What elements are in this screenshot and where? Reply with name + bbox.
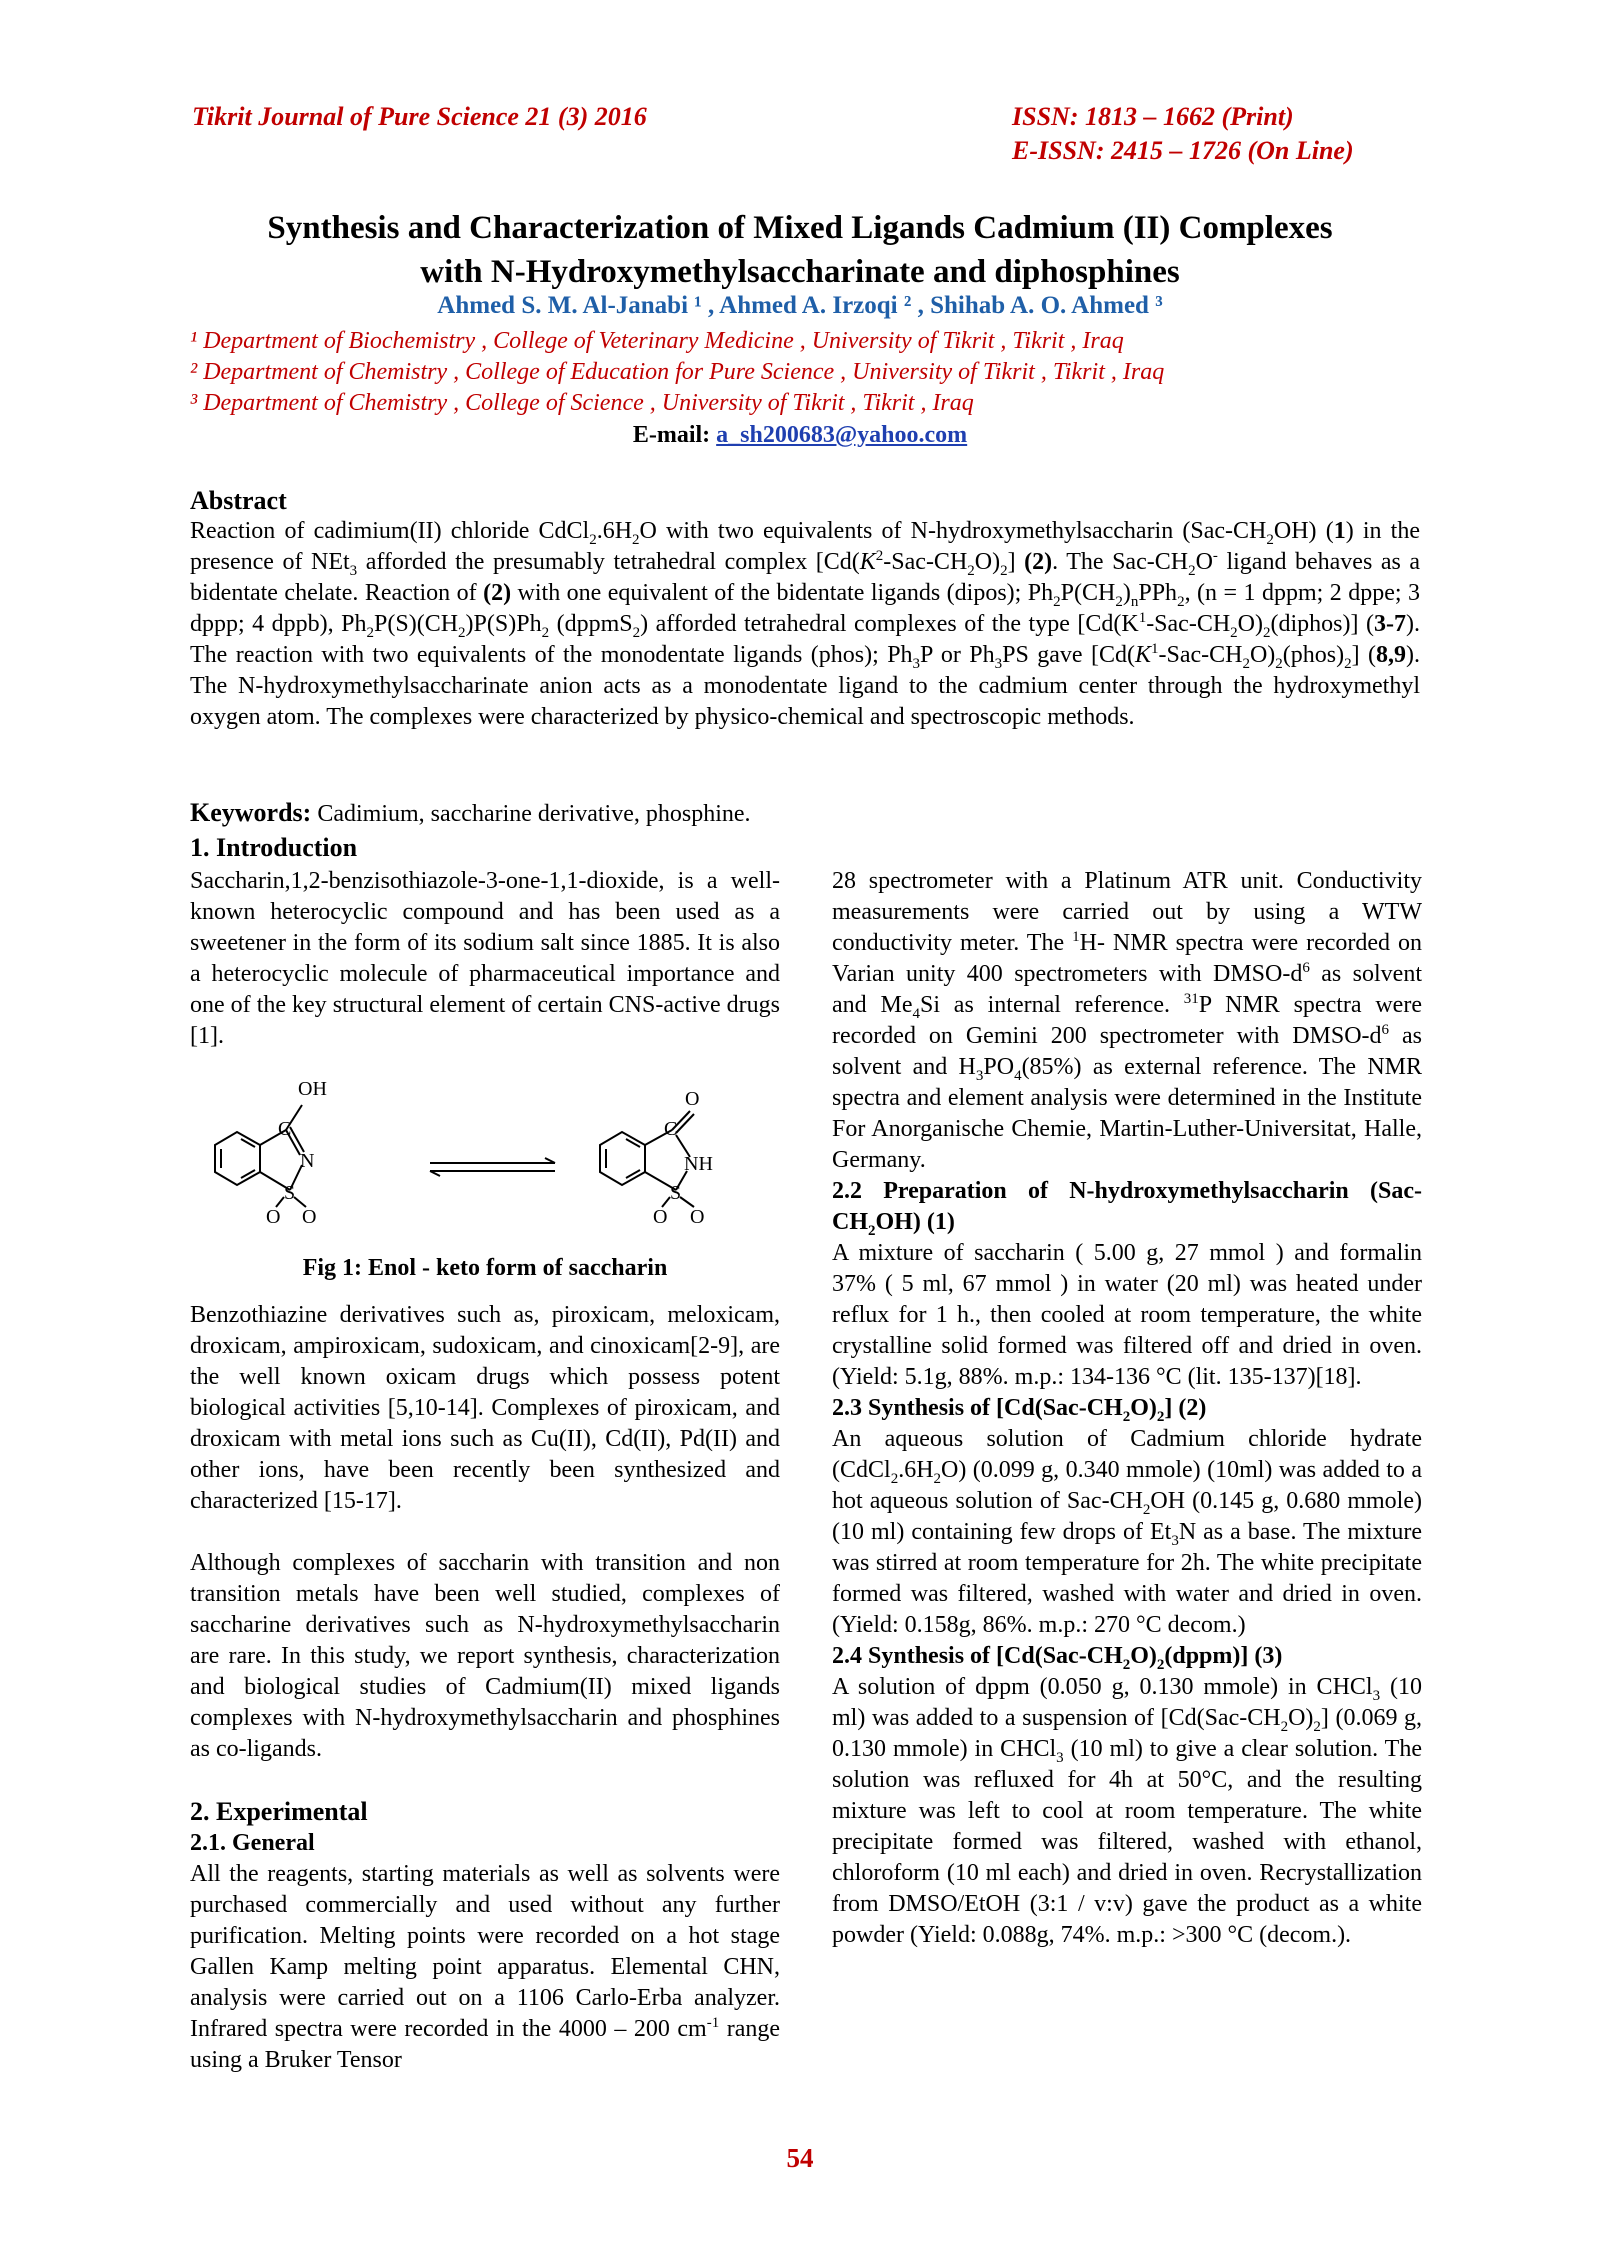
- s-label-right: S: [670, 1182, 682, 1204]
- s-label-left: S: [284, 1182, 296, 1204]
- nh-label: NH: [684, 1153, 713, 1175]
- o-label-left-2: O: [302, 1206, 317, 1228]
- experimental-heading: 2. Experimental: [190, 1797, 368, 1826]
- institute-text: For Anorganische Chemie, Martin-Luther-Universitat, Halle, Germany.: [832, 1116, 1422, 1173]
- affiliation-2: ² Department of Chemistry , College of Education for Pure Science , University of Tikrit , Tikrit , Iraq: [190, 359, 1165, 385]
- journal-header: Tikrit Journal of Pure Science 21 (3) 2016: [192, 102, 647, 131]
- title-line-1: Synthesis and Characterization of Mixed Ligands Cadmium (II) Complexes: [267, 210, 1333, 246]
- subheading-2-3: 2.3 Synthesis of $[Cd(Sac-CH_2O)_2]$ (2): [832, 1395, 1207, 1425]
- subheading-2-3-text: 2.3 Synthesis of: [832, 1395, 991, 1421]
- subheading-2-4-text: 2.4 Synthesis of: [832, 1643, 991, 1669]
- general-paragraph-continued: 28 spectrometer with a Platinum ATR unit. Conductivity measurements were carried out by using a WTW conductivity meter. The $^1$H- NMR spectra were recorded on Varian unity 400 spectrometers with DMSO-$d^6$ as solvent and $Me_4Si$ as internal reference. $^{31}$P NMR spectra were recorded on Gemini 200 spectrometer with DMSO-$d^6$ as solvent and $H_3PO_4(85\%)$ as external reference. The NMR spectra and element analysis were determined in the Institute For Anorganische Chemie, Martin-Luther-Universitat, Halle, Germany.: [832, 868, 1423, 1173]
- o-label-right-2: O: [690, 1206, 705, 1228]
- intro-heading: 1. Introduction: [190, 833, 358, 862]
- paper-title: [160, 206, 1440, 294]
- issn-print: ISSN: 1813 – 1662 (Print): [1012, 102, 1294, 131]
- o-label-left-1: O: [266, 1206, 281, 1228]
- oh-label: OH: [298, 1078, 327, 1100]
- abstract-body: Reaction of cadimium(II) chloride $CdCl_2.6H_2O$ with two equivalents of N-hydroxymethylsaccharin $(Sac-CH_2OH)$ (1) in the presence of NEt$_3$ afforded the presumably tetrahedral complex $[Cd(K^2-Sac-CH_2O)_2]$ (2). The Sac-$CH_2O^-$ ligand behaves as a bidentate chelate. Reaction of (2) with one equivalent of the bidentate ligands (dipos); $Ph_2P(CH_2)_nPPh_2$, (n = 1 dppm; 2 dppe; 3 dppp; 4 dppb), $Ph_2P(S)(CH_2)P(S)Ph_2$ (dppmS$_2$) afforded tetrahedral complexes of the type $[Cd(K^1-Sac-CH_2O)_2(diphos)]$ (3-7). The reaction with two equivalents of the monodentate ligands (phos); $Ph_3P$ or $Ph_3PS$ gave $[Cd(K^1-Sac-CH_2O)_2(phos)_2]$ (8,9). The N-hydroxymethylsaccharinate anion acts as a monodentate ligand to the cadmium center through the hydroxymethyl oxygen atom. The complexes were characterized by physico-chemical and spectroscopic methods.: [190, 518, 1421, 730]
- subheading-2-4: 2.4 Synthesis of $[Cd(Sac-CH_2O)_2(dppm)]$ (3): [832, 1643, 1283, 1673]
- n-label-left: N: [300, 1150, 315, 1172]
- issn-online: E-ISSN: 2415 – 1726 (On Line): [1012, 136, 1354, 165]
- right-column: [832, 866, 1422, 1951]
- page-number: 54: [786, 2143, 814, 2173]
- authors: Ahmed S. M. Al-Janabi ¹ , Ahmed A. Irzoqi ² , Shihab A. O. Ahmed ³: [437, 292, 1163, 319]
- keywords-label: Keywords:: [190, 798, 312, 827]
- c-label-left: C: [278, 1118, 292, 1140]
- general-text: All the reagents, starting materials as well as solvents were purchased commercially and used without any further purification. Melting points were recorded on a hot stage Gallen Kamp melting point apparatus. Elemental CHN, analysis were carried out on a 1106 Carlo-Erba analyzer. Infrared spectra were recorded in the 4000 – 200 cm: [190, 1861, 780, 2042]
- paragraph-2-4: A solution of dppm (0.050 g, 0.130 mmole) in CHCl$_3$ (10 ml) was added to a suspension of $[Cd(Sac-CH_2O)_2]$ (0.069 g, 0.130 mmole) in CHCl$_3$ (10 ml) to give a clear solution. The solution was refluxed for 4h at 50°C, and the resulting mixture was left to cool at room temperature. The white precipitate formed was filtered, washed with ethanol, chloroform (10 ml each) and dried in oven. Recrystallization from DMSO/EtOH (3:1 / v:v) gave the product as a white powder (Yield: 0.088g, 74%. m.p.: >300 °C (decom.).: [832, 1674, 1423, 1948]
- subheading-2-2: 2.2 Preparation of N-hydroxymethylsaccharin $(Sac-CH_2OH)$ (1): [832, 1178, 1422, 1239]
- email-link[interactable]: a_sh200683@yahoo.com: [716, 422, 968, 448]
- general-text-tail: range using a Bruker Tensor: [190, 2016, 781, 2073]
- paragraph-2-2: A mixture of saccharin ( 5.00 g, 27 mmol ) and formalin 37% ( 5 ml, 67 mmol ) in water (20 ml) was heated under reflux for 1 h., then cooled at room temperature, the white crystalline solid formed was filtered off and dried in oven. (Yield: 5.1g, 88%. m.p.: 134-136 °C (lit. 135-137)[18].: [832, 1240, 1422, 1390]
- figure-enol-keto: [190, 1075, 780, 1245]
- general-continued-text: 28 spectrometer with a Platinum ATR unit. Conductivity measurements were carried out by using a WTW conductivity meter. The: [832, 868, 1422, 956]
- c-label-right: C: [664, 1118, 678, 1140]
- abstract-heading: Abstract: [190, 486, 287, 515]
- general-sup: -1: [706, 2015, 720, 2031]
- o-label-carbonyl: O: [685, 1088, 700, 1110]
- intro-paragraph-2: Benzothiazine derivatives such as, piroxicam, meloxicam, droxicam, ampiroxicam, sudoxicam, and cinoxicam[2-9], are the well known oxicam drugs which possess potent biological activities [5,10-14]. Complexes of piroxicam, and droxicam with metal ions such as Cu(II), Cd(II), Pd(II) and other ions, have been recently been synthesized and characterized [15-17].: [190, 1302, 780, 1514]
- email-line: [160, 420, 1440, 451]
- saccharin-structures-svg: [190, 1075, 780, 1245]
- figure-caption: Fig 1: Enol - keto form of saccharin: [302, 1255, 668, 1281]
- subheading-2-2-text: 2.2 Preparation of N-hydroxymethylsaccharin: [832, 1178, 1349, 1204]
- o-label-right-1: O: [653, 1206, 668, 1228]
- keywords-line: [190, 797, 1420, 830]
- general-paragraph: [190, 1859, 780, 2076]
- paragraph-2-3: An aqueous solution of Cadmium chloride hydrate $(CdCl_2.6H_2O)$ (0.099 g, 0.340 mmole) (10ml) was added to a hot aqueous solution of Sac-$CH_2OH$ (0.145 g, 0.680 mmole) (10 ml) containing few drops of $Et_3N$ as a base. The mixture was stirred at room temperature for 2h. The white precipitate formed was filtered, washed with water and dried in oven. (Yield: 0.158g, 86%. m.p.: 270 °C decom.): [832, 1426, 1422, 1638]
- intro-paragraph-1: Saccharin,1,2-benzisothiazole-3-one-1,1-dioxide, is a well-known heterocyclic compound and has been used as a sweetener in the form of its sodium salt since 1885. It is also a heterocyclic molecule of pharmaceutical importance and one of the key structural element of certain CNS-active drugs [1].: [190, 868, 780, 1049]
- title-line-2: with N-Hydroxymethylsaccharinate and diphosphines: [420, 254, 1180, 290]
- affiliation-3: ³ Department of Chemistry , College of Science , University of Tikrit , Tikrit , Iraq: [190, 390, 974, 416]
- affiliation-1: ¹ Department of Biochemistry , College of Veterinary Medicine , University of Tikrit , Tikrit , Iraq: [190, 328, 1124, 354]
- general-subheading: 2.1. General: [190, 1830, 315, 1856]
- intro-paragraph-3: Although complexes of saccharin with transition and non transition metals have been well studied, complexes of saccharine derivatives such as N-hydroxymethylsaccharin are rare. In this study, we report synthesis, characterization and biological studies of Cadmium(II) mixed ligands complexes with N-hydroxymethylsaccharin and phosphines as co-ligands.: [190, 1550, 780, 1762]
- email-label: E-mail:: [632, 422, 711, 448]
- keywords-text: Cadimium, saccharine derivative, phosphine.: [317, 801, 751, 827]
